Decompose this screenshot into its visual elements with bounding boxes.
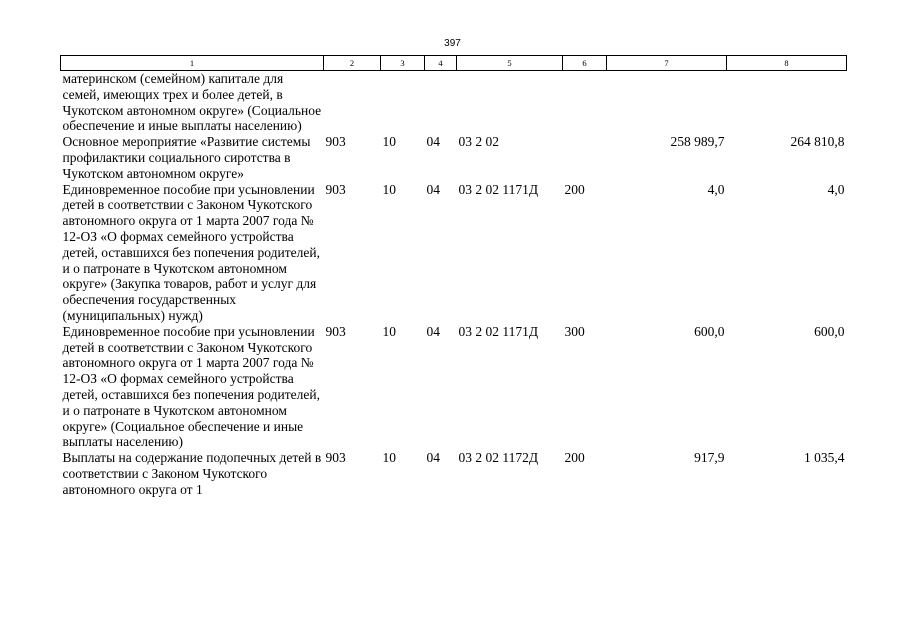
- expense-type-code: 200: [564, 450, 585, 466]
- row-description: Единовременное пособие при усыновлении детей в соответствии с Законом Чукотского автономного округа от 1 марта 2007 года № 12-ОЗ «О формах семейного устройства детей, оставшихся без попечения родителей, и о патронате в Чукотском автономном округе» (Закупка товаров, работ и услуг для обеспечения государственных (муниципальных) нужд): [62, 181, 320, 323]
- column-number-row: [61, 56, 847, 71]
- section-code: 10: [382, 450, 396, 466]
- row-description: Выплаты на содержание подопечных детей в соответствии с Законом Чукотского автономного округа от 1: [62, 450, 322, 497]
- ministry-code: 903: [325, 450, 346, 466]
- amount-year-1: 917,9: [694, 450, 725, 466]
- amount-year-1: 258 989,7: [670, 134, 725, 150]
- section-code: 10: [382, 323, 396, 339]
- column-header: 3: [381, 56, 425, 71]
- amount-year-2: 600,0: [814, 323, 845, 339]
- amount-year-1: 600,0: [694, 323, 725, 339]
- amount-year-2: 264 810,8: [790, 134, 845, 150]
- table-row: [61, 324, 847, 450]
- expense-type-code: 200: [564, 181, 585, 197]
- page-number: 397: [444, 38, 461, 49]
- expense-type-code: [563, 71, 607, 135]
- amount-year-2: 1 035,4: [804, 450, 845, 466]
- section-code: 10: [382, 181, 396, 197]
- table-row: [61, 134, 847, 181]
- budget-table: [60, 55, 847, 498]
- section-code: 10: [382, 134, 396, 150]
- column-header: 7: [607, 56, 727, 71]
- expense-type-code: 300: [564, 323, 585, 339]
- target-article-code: 03 2 02 1171Д: [458, 323, 539, 339]
- subsection-code: 04: [426, 181, 440, 197]
- row-description: материнском (семейном) капитале для семей, имеющих трех и более детей, в Чукотском автономном округе» (Социальное обеспечение и иные выплаты населению): [62, 71, 322, 134]
- section-code: [381, 71, 425, 135]
- amount-year-2: 4,0: [827, 181, 845, 197]
- column-header: 8: [727, 56, 847, 71]
- expense-type-code: [563, 134, 607, 181]
- ministry-code: 903: [325, 323, 346, 339]
- target-article-code: 03 2 02 1172Д: [458, 450, 539, 466]
- subsection-code: 04: [426, 450, 440, 466]
- ministry-code: 903: [325, 181, 346, 197]
- column-header: 4: [425, 56, 457, 71]
- amount-year-1: [607, 71, 727, 135]
- target-article-code: 03 2 02: [458, 134, 499, 150]
- column-header: 2: [324, 56, 381, 71]
- row-description: Единовременное пособие при усыновлении детей в соответствии с Законом Чукотского автономного округа от 1 марта 2007 года № 12-ОЗ «О формах семейного устройства детей, оставшихся без попечения родителей, и о патронате в Чукотском автономном округе» (Социальное обеспечение и иные выплаты населению): [62, 323, 320, 450]
- subsection-code: [425, 71, 457, 135]
- ministry-code: [324, 71, 381, 135]
- column-header: 6: [563, 56, 607, 71]
- amount-year-1: 4,0: [707, 181, 725, 197]
- table-row: [61, 71, 847, 135]
- table-row: [61, 450, 847, 497]
- column-header: 1: [61, 56, 324, 71]
- subsection-code: 04: [426, 134, 440, 150]
- target-article-code: 03 2 02 1171Д: [458, 181, 539, 197]
- column-header: 5: [457, 56, 563, 71]
- target-article-code: [457, 71, 563, 135]
- table-row: [61, 182, 847, 324]
- amount-year-2: [727, 71, 847, 135]
- row-description: Основное мероприятие «Развитие системы профилактики социального сиротства в Чукотском автономном округе»: [62, 134, 311, 181]
- ministry-code: 903: [325, 134, 346, 150]
- subsection-code: 04: [426, 323, 440, 339]
